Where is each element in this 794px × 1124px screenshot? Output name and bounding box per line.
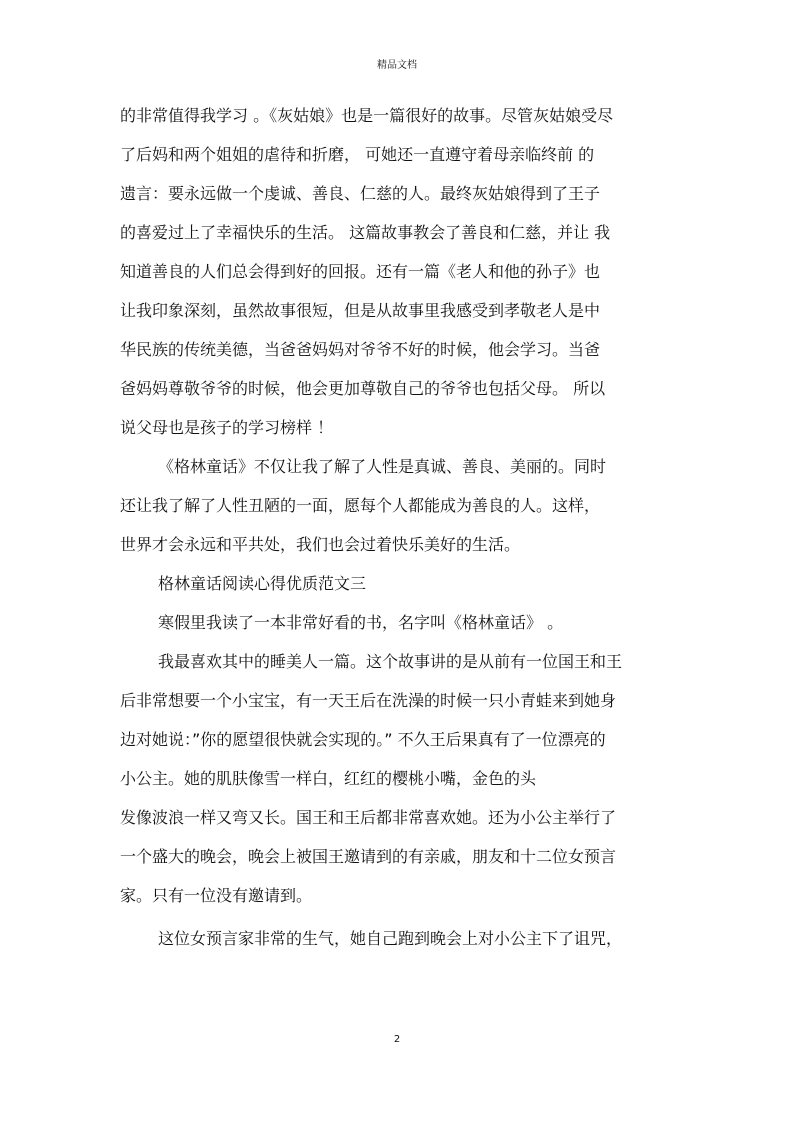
body-line: 说父母也是孩子的学习榜样 ！	[120, 418, 334, 437]
body-line: 知道善良的人们总会得到好的回报。还有一篇《老人和他的孙子》也	[120, 262, 601, 281]
body-line: 的非常值得我学习 。《灰姑娘》也是一篇很好的故事。尽管灰姑娘受尽	[120, 106, 614, 125]
body-line: 寒假里我读了一本非常好看的书，名字叫《格林童话》 。	[158, 613, 564, 632]
page-header: 精品文档	[377, 60, 417, 71]
body-line: 还让我了解了人性丑陋的一面，愿每个人都能成为善良的人。这样，	[120, 496, 601, 515]
body-line: 小公主。她的肌肤像雪一样白，红红的樱桃小嘴，金色的头	[120, 769, 537, 788]
body-line: 边对她说：”你的愿望很快就会实现的。” 不久王后果真有了一位漂亮的	[120, 730, 606, 749]
body-line: 让我印象深刻，虽然故事很短，但是从故事里我感受到孝敬老人是中	[120, 301, 601, 320]
body-line: 《格林童话》不仅让我了解了人性是真诚、善良、美丽的。同时	[158, 457, 607, 476]
body-line: 遗言：要永远做一个虔诚、善良、仁慈的人。最终灰姑娘得到了王子	[120, 184, 601, 203]
body-line: 一个盛大的晚会，晚会上被国王邀请到的有亲戚，朋友和十二位女预言	[120, 847, 617, 866]
body-line: 的喜爱过上了幸福快乐的生活。 这篇故事教会了善良和仁慈，并让 我	[120, 223, 611, 242]
body-line: 爸妈妈尊敬爷爷的时候，他会更加尊敬自己的爷爷也包括父母。 所以	[120, 379, 606, 398]
body-line: 家。只有一位没有邀请到。	[120, 886, 313, 905]
section-heading: 格林童话阅读心得优质范文三	[158, 574, 367, 593]
body-line: 这位女预言家非常的生气，她自己跑到晚会上对小公主下了诅咒，	[158, 929, 623, 948]
body-line: 发像波浪一样又弯又长。国王和王后都非常喜欢她。还为小公主举行了	[120, 808, 617, 827]
body-line: 我最喜欢其中的睡美人一篇。这个故事讲的是从前有一位国王和王	[158, 652, 623, 671]
page-number: 2	[393, 1034, 401, 1045]
body-line: 世界才会永远和平共处，我们也会过着快乐美好的生活。	[120, 535, 521, 554]
body-line: 后非常想要一个小宝宝，有一天王后在洗澡的时候一只小青蛙来到她身	[120, 691, 617, 710]
body-line: 华民族的传统美德，当爸爸妈妈对爷爷不好的时候，他会学习。当爸	[120, 340, 601, 359]
body-line: 了后妈和两个姐姐的虐待和折磨， 可她还一直遵守着母亲临终前 的	[120, 145, 595, 164]
